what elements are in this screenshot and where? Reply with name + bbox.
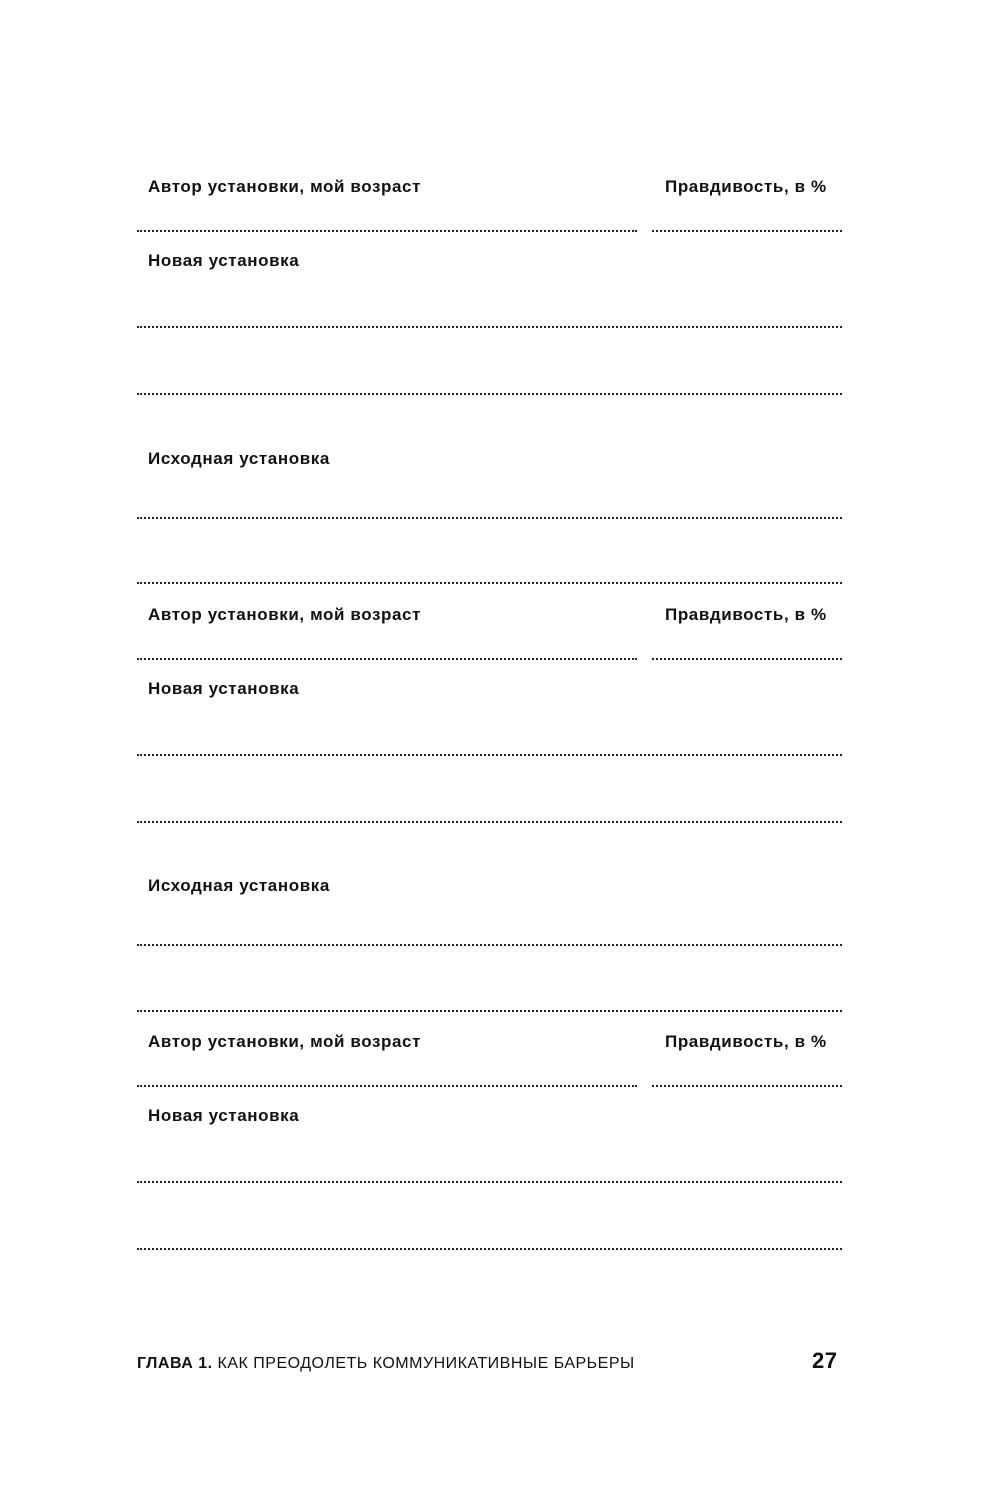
new-belief-field[interactable] — [137, 393, 842, 395]
chapter-title: КАК ПРЕОДОЛЕТЬ КОММУНИКАТИВНЫЕ БАРЬЕРЫ — [217, 1355, 635, 1372]
truth-percent-label: Правдивость, в % — [665, 177, 827, 196]
original-belief-label: Исходная установка — [148, 876, 330, 895]
new-belief-field[interactable] — [137, 1248, 842, 1250]
original-belief-field[interactable] — [137, 944, 842, 946]
new-belief-label: Новая установка — [148, 251, 300, 270]
author-age-field[interactable] — [137, 1085, 637, 1087]
author-age-label: Автор установки, мой возраст — [148, 177, 422, 196]
new-belief-field[interactable] — [137, 754, 842, 756]
running-footer — [137, 1356, 635, 1372]
original-belief-field[interactable] — [137, 1010, 842, 1012]
truth-percent-field[interactable] — [652, 230, 842, 232]
page-number: 27 — [812, 1348, 838, 1373]
original-belief-field[interactable] — [137, 582, 842, 584]
author-age-field[interactable] — [137, 230, 637, 232]
author-age-field[interactable] — [137, 658, 637, 660]
original-belief-label: Исходная установка — [148, 449, 330, 468]
new-belief-label: Новая установка — [148, 1106, 300, 1125]
new-belief-field[interactable] — [137, 1181, 842, 1183]
new-belief-label: Новая установка — [148, 679, 300, 698]
new-belief-field[interactable] — [137, 326, 842, 328]
author-age-label: Автор установки, мой возраст — [148, 605, 422, 624]
author-age-label: Автор установки, мой возраст — [148, 1032, 422, 1051]
truth-percent-field[interactable] — [652, 1085, 842, 1087]
new-belief-field[interactable] — [137, 821, 842, 823]
truth-percent-field[interactable] — [652, 658, 842, 660]
truth-percent-label: Правдивость, в % — [665, 1032, 827, 1051]
original-belief-field[interactable] — [137, 517, 842, 519]
chapter-number: ГЛАВА 1. — [137, 1355, 213, 1372]
truth-percent-label: Правдивость, в % — [665, 605, 827, 624]
